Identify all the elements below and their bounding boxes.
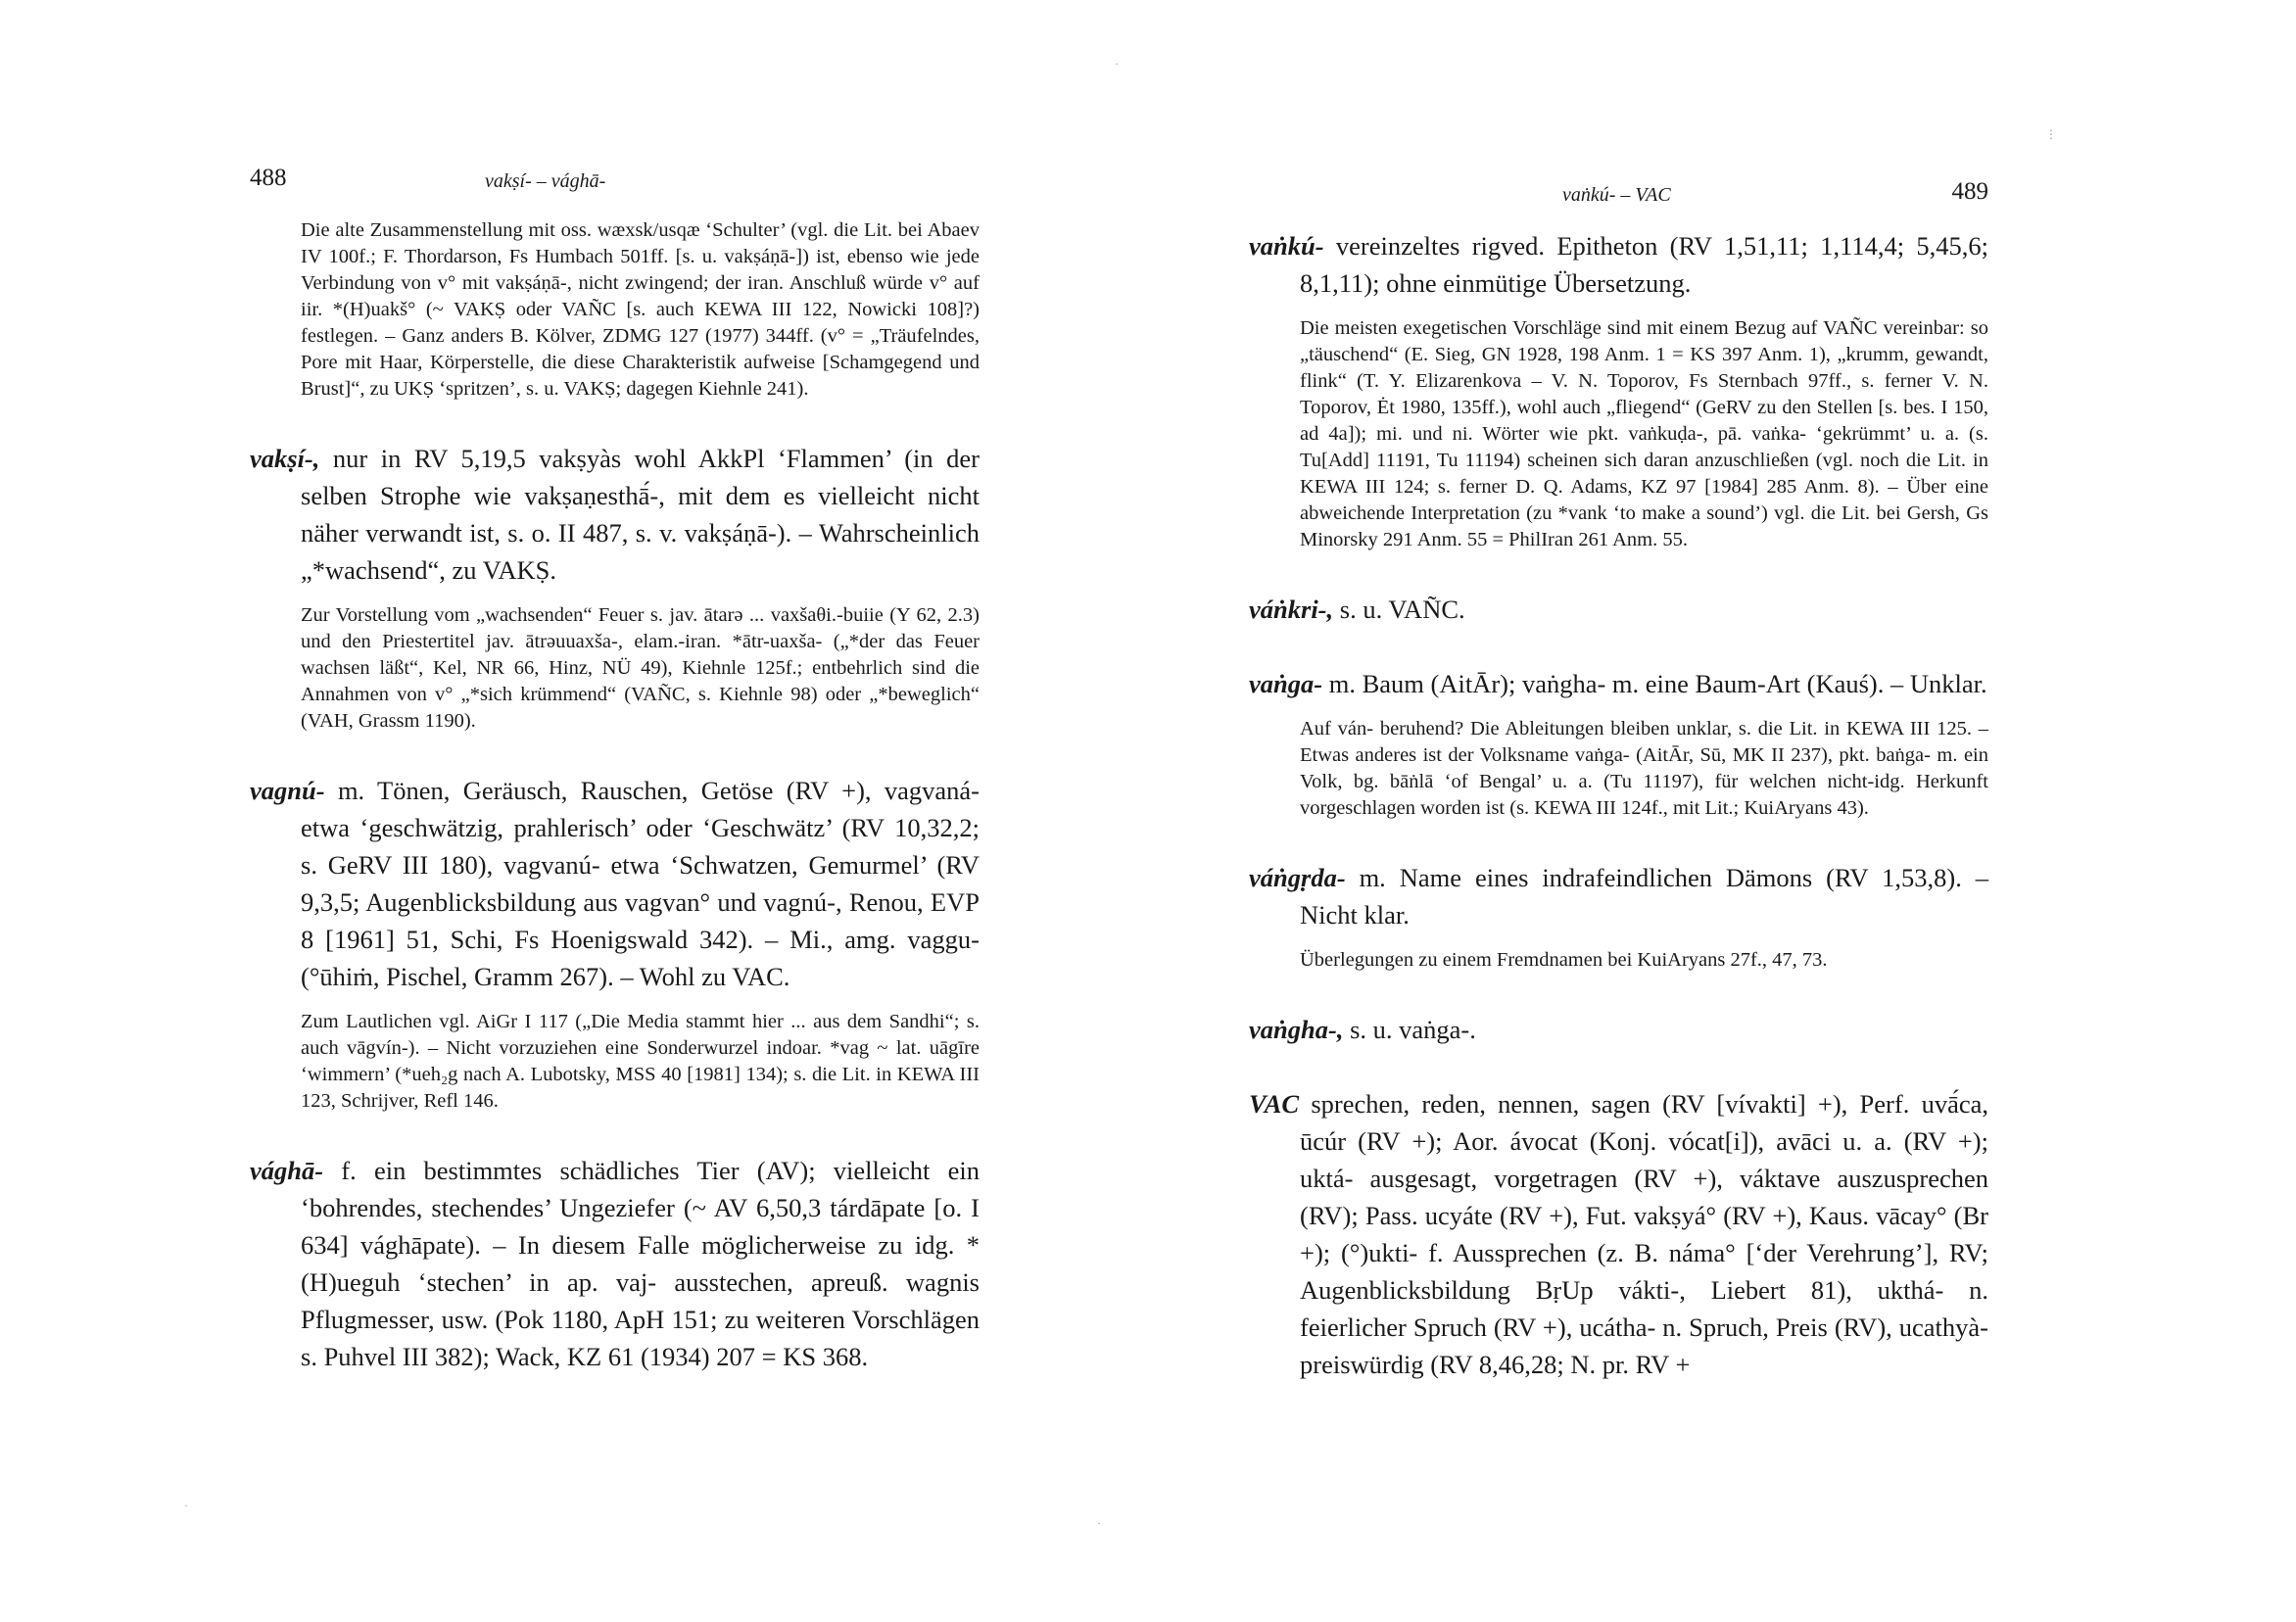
- dictionary-entry: [250, 440, 980, 589]
- entry-definition: f. ein bestimmtes schädliches Tier (AV); vielleicht ein ‘bohrendes, stechendes’ Ungeziefer (~ AV 6,50,3 tárdāpate [o. I 634] vághāpate). – In diesem Falle möglicherweise zu idg. *(H)ueguh ‘stechen’ in ap. vaj- ausstechen, apreuß. wagnis Pflugmesser, usw. (Pok 1180, ApH 151; zu weiteren Vorschlägen s. Puhvel III 382); Wack, KZ 61 (1934) 207 = KS 368.: [301, 1156, 980, 1371]
- dictionary-entry: [250, 772, 980, 995]
- entry-note: Zum Lautlichen vgl. AiGr I 117 („Die Media stammt hier ... aus dem Sandhi“; s. auch vāgvín-). – Nicht vorzuziehen eine Sonderwurzel indoar. *vag ~ lat. uāgīre ‘wimmern’ (*ueh₂g nach A. Lubotsky, MSS 40 [1981] 134); s. die Lit. in KEWA III 123, Schrijver, Refl 146.: [301, 1011, 980, 1112]
- entry-definition: nur in RV 5,19,5 vakṣyàs wohl AkkPl ‘Flammen’ (in der selben Strophe wie vakṣaṇesthā́-, mit dem es vielleicht nicht näher verwandt ist, s. o. II 487, s. v. vakṣáṇā-). – Wahrscheinlich „*wachsend“, zu VAKṢ.: [301, 444, 980, 585]
- entry-definition: s. u. vaṅga-.: [1343, 1015, 1476, 1044]
- entry-lemma: váṅgṛda-: [1249, 863, 1346, 892]
- right-page-content: [1249, 227, 1988, 1383]
- right-page: [1249, 0, 1988, 1622]
- dictionary-entry: [1249, 859, 1988, 933]
- entry-definition: sprechen, reden, nennen, sagen (RV [vívakti] +), Perf. uvā́ca, ūcúr (RV +); Aor. ávocat (Konj. vócat[i]), avāci u. a. (RV +); uktá- ausgesagt, vorgetragen (RV +), váktave auszusprechen (RV); Pass. ucyáte (RV +), Fut. vakṣyá° (RV +), Kaus. vācay° (Br +); (°)ukti- f. Aussprechen (z. B. náma° [‘der Verehrung’], RV; Augenblicksbildung BṛUp vákti-, Liebert 81), ukthá- n. feierlicher Spruch (RV +), ucátha- n. Spruch, Preis (RV), ucathyà- preiswürdig (RV 8,46,28; N. pr. RV +: [1299, 1089, 1988, 1379]
- entry-lemma: vaṅgha-,: [1249, 1015, 1344, 1044]
- entry-lemma: vagnú-: [250, 776, 325, 805]
- entry-definition: vereinzeltes rigved. Epitheton (RV 1,51,11; 1,114,4; 5,45,6; 8,1,11); ohne einmütige Übersetzung.: [1300, 231, 1988, 298]
- entry-lemma: vakṣí-,: [250, 444, 320, 473]
- right-page-header: [1249, 165, 1988, 204]
- left-page-header: [250, 165, 980, 204]
- entry-lemma: VAC: [1249, 1089, 1300, 1119]
- right-page-number: 489: [1951, 178, 1988, 205]
- entry-definition: m. Name eines indrafeindlichen Dämons (RV 1,53,8). – Nicht klar.: [1300, 863, 1988, 930]
- scan-speck: ·: [184, 1499, 188, 1512]
- dictionary-entry: [1249, 227, 1988, 302]
- entry-lemma: vághā-: [250, 1156, 324, 1185]
- entry-lemma: vaṅga-: [1249, 669, 1323, 698]
- entry-lemma: váṅkri-,: [1249, 595, 1334, 624]
- dictionary-entry: [1249, 591, 1988, 628]
- dictionary-entry: [1249, 665, 1988, 702]
- entry-note: Zur Vorstellung vom „wachsenden“ Feuer s. jav. ātarə ... vaxšaθi.-buiie (Y 62, 2.3) und den Priestertitel jav. ātrəuuaxša-, elam.-iran. *ātr-uaxša- („*der das Feuer wachsen läßt“, Kel, NR 66, Hinz, NÜ 49), Kiehnle 125f.; entbehrlich sind die Annahmen von v° „*sich krümmend“ (VAÑC, s. Kiehnle 98) oder „*beweglich“ (VAH, Grassm 1190).: [301, 604, 980, 732]
- left-page-number: 488: [250, 165, 287, 191]
- entry-note: Auf ván- beruhend? Die Ableitungen bleiben unklar, s. die Lit. in KEWA III 125. – Etwas anderes ist der Volksname vaṅga- (AitĀr, Sū, MK II 237), pkt. baṅga- m. ein Volk, bg. bāṅlā ‘of Bengal’ u. a. (Tu 11197), für welchen nicht-idg. Herkunft vorgeschlagen worden ist (s. KEWA III 124f., mit Lit.; KuiAryans 43).: [1300, 718, 1988, 819]
- entry-definition: m. Baum (AitĀr); vaṅgha- m. eine Baum-Art (Kauś). – Unklar.: [1322, 669, 1987, 698]
- left-running-head: vakṣí- – vághā-: [485, 170, 606, 192]
- entry-lemma: vaṅkú-: [1249, 231, 1324, 261]
- dictionary-entry: [250, 1152, 980, 1375]
- entry-definition: m. Tönen, Geräusch, Rauschen, Getöse (RV +), vagvaná- etwa ‘geschwätzig, prahlerisch’ oder ‘Geschwätz’ (RV 10,32,2; s. GeRV III 180), vagvanú- etwa ‘Schwatzen, Gemurmel’ (RV 9,3,5; Augenblicksbildung aus vagvan° und vagnú-, Renou, EVP 8 [1961] 51, Schi, Fs Hoenigswald 342). – Mi., amg. vaggu- (°ūhiṁ, Pischel, Gramm 267). – Wohl zu VAC.: [301, 776, 980, 991]
- left-page-content: [250, 217, 980, 1375]
- scan-speck: ⋮: [2045, 127, 2057, 141]
- dictionary-entry: [1249, 1011, 1988, 1048]
- entry-definition: s. u. VAÑC.: [1333, 595, 1465, 624]
- right-running-head: vaṅkú- – VAC: [1562, 184, 1671, 206]
- continued-note: Die alte Zusammenstellung mit oss. wæxsk/usqæ ‘Schulter’ (vgl. die Lit. bei Abaev IV 100f.; F. Thordarson, Fs Humbach 501ff. [s. u. vakṣáṇā-]) ist, ebenso wie jede Verbindung von v° mit vakṣáṇā-, nicht zwingend; der iran. Anschluß würde v° auf iir. *(H)uakš° (~ VAKṢ oder VAÑC [s. auch KEWA III 122, Nowicki 108]?) festlegen. – Ganz anders B. Kölver, ZDMG 127 (1977) 344ff. (v° = „Träufelndes, Pore mit Haar, Körperstelle, die diese Charakteristik aufweise [Schamgegend und Brust]“, zu UKṢ ‘spritzen’, s. u. VAKṢ; dagegen Kiehnle 241).: [301, 219, 980, 400]
- entry-note: Überlegungen zu einem Fremdnamen bei KuiAryans 27f., 47, 73.: [1300, 949, 1828, 971]
- left-page: [250, 0, 980, 1622]
- scan-speck: ·: [1097, 1516, 1101, 1530]
- scan-speck: ·: [1115, 57, 1119, 71]
- entry-note: Die meisten exegetischen Vorschläge sind mit einem Bezug auf VAÑC vereinbar: so „täuschend“ (E. Sieg, GN 1928, 198 Anm. 1 = KS 397 Anm. 1), „krumm, gewandt, flink“ (T. Y. Elizarenkova – V. N. Toporov, Fs Sternbach 97ff., s. ferner V. N. Toporov, Ėt 1980, 135ff.), wohl auch „fliegend“ (GeRV zu den Stellen [s. bes. I 150, ad 4a]); mi. und ni. Wörter wie pkt. vaṅkuḍa-, pā. vaṅka- ‘gekrümmt’ u. a. (s. Tu[Add] 11191, Tu 11194) scheinen sich daran anzuschließen (vgl. noch die Lit. in KEWA III 124; s. ferner D. Q. Adams, KZ 97 [1984] 285 Anm. 8). – Über eine abweichende Interpretation (zu *vank ‘to make a sound’) vgl. die Lit. bei Gersh, Gs Minorsky 291 Anm. 55 = PhilIran 261 Anm. 55.: [1300, 317, 1988, 550]
- dictionary-entry: [1249, 1085, 1988, 1383]
